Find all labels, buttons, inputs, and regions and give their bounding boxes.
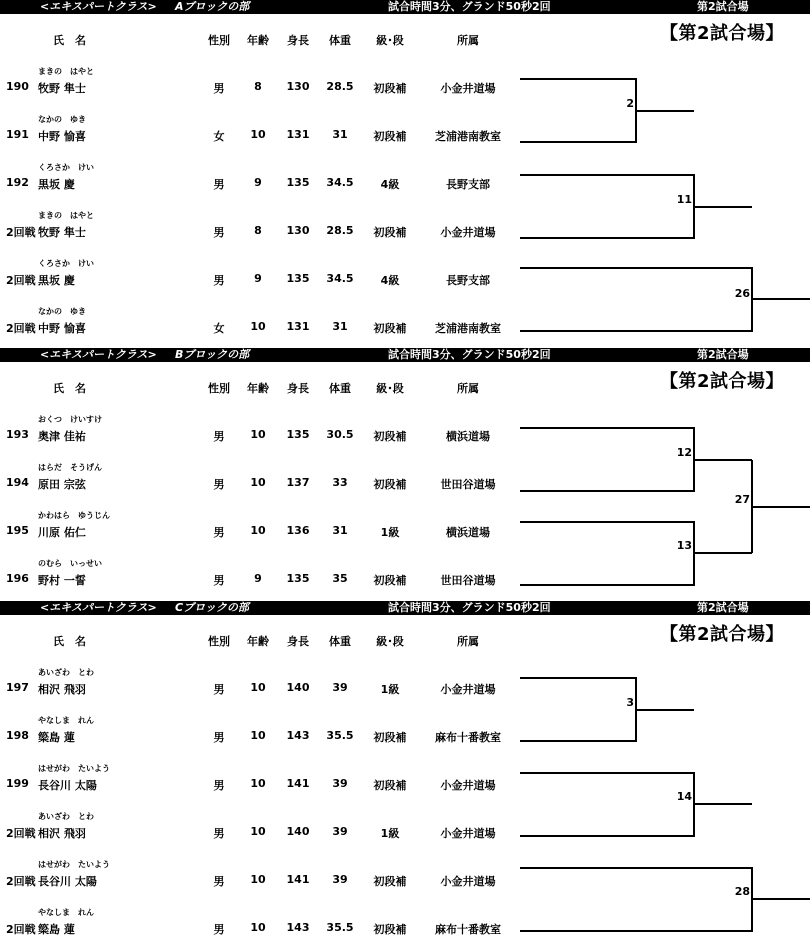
match-line — [752, 460, 810, 553]
header-name: 氏 名 — [53, 635, 86, 648]
competitor-sex: 男 — [213, 779, 225, 792]
header-sex: 性別 — [208, 382, 230, 395]
competitor-height: 141 — [286, 873, 310, 886]
competitor-age: 10 — [250, 476, 266, 489]
name-reading: なかの ゆき — [38, 115, 86, 124]
competitor-age: 9 — [254, 272, 262, 285]
competitor-weight: 30.5 — [326, 428, 354, 441]
competitor-sex: 男 — [213, 731, 225, 744]
entry-number: 2回戦 — [6, 274, 36, 287]
block-label: Bブロックの部 — [175, 348, 250, 361]
name-reading: あいざわ とわ — [38, 668, 94, 677]
venue-label: 【第2試合場】 — [660, 624, 785, 645]
competitor-name: 相沢 飛羽 — [38, 683, 86, 696]
competitor-rank: 初段補 — [373, 226, 407, 239]
competitor-rank: 1級 — [380, 683, 400, 696]
competitor-weight: 33 — [332, 476, 348, 489]
entry-number: 195 — [6, 524, 29, 537]
competitor-age: 10 — [250, 128, 266, 141]
competitor-age: 10 — [250, 729, 266, 742]
class-label: <エキスパートクラス> — [40, 348, 157, 361]
entry-number: 194 — [6, 476, 29, 489]
competitor-affiliation: 小金井道場 — [440, 226, 496, 239]
competitor-height: 135 — [286, 572, 310, 585]
name-reading: やなしま れん — [38, 908, 94, 917]
header-name: 氏 名 — [53, 382, 86, 395]
competitor-affiliation: 芝浦港南教室 — [435, 322, 501, 335]
competitor-affiliation: 小金井道場 — [440, 827, 496, 840]
competitor-weight: 39 — [332, 873, 348, 886]
competitor-weight: 31 — [332, 128, 348, 141]
competitor-affiliation: 麻布十番教室 — [435, 923, 501, 936]
entry-number: 2回戦 — [6, 827, 36, 840]
entry-number: 198 — [6, 729, 29, 742]
competitor-sex: 男 — [213, 683, 225, 696]
match-number: 3 — [626, 696, 634, 709]
competitor-rank: 初段補 — [373, 779, 407, 792]
competitor-age: 10 — [250, 320, 266, 333]
entry-number: 191 — [6, 128, 29, 141]
competitor-weight: 28.5 — [326, 224, 354, 237]
match-line — [520, 868, 810, 931]
competitor-sex: 男 — [213, 923, 225, 936]
competitor-height: 140 — [286, 681, 310, 694]
competitor-affiliation: 小金井道場 — [440, 875, 496, 888]
competitor-age: 10 — [250, 428, 266, 441]
competitor-sex: 男 — [213, 875, 225, 888]
competitor-height: 135 — [286, 272, 310, 285]
match-number: 14 — [676, 790, 692, 803]
competitor-sex: 女 — [213, 130, 225, 143]
match-line — [520, 678, 694, 741]
competitor-age: 9 — [254, 176, 262, 189]
competitor-weight: 35 — [332, 572, 348, 585]
name-reading: はらだ そうげん — [38, 463, 102, 472]
competitor-rank: 初段補 — [373, 430, 407, 443]
competitor-height: 143 — [286, 729, 310, 742]
competitor-age: 8 — [254, 224, 262, 237]
competitor-age: 9 — [254, 572, 262, 585]
header-affiliation: 所属 — [457, 382, 479, 395]
competitor-sex: 男 — [213, 526, 225, 539]
entry-number: 2回戦 — [6, 322, 36, 335]
competitor-affiliation: 長野支部 — [446, 274, 490, 287]
match-number: 28 — [734, 885, 750, 898]
competitor-name: 相沢 飛羽 — [38, 827, 86, 840]
competitor-height: 136 — [286, 524, 310, 537]
competitor-name: 野村 一誓 — [38, 574, 86, 587]
competitor-affiliation: 小金井道場 — [440, 779, 496, 792]
entry-number: 192 — [6, 176, 29, 189]
name-reading: あいざわ とわ — [38, 812, 94, 821]
competitor-rank: 初段補 — [373, 478, 407, 491]
venue-small-label: 第2試合場 — [697, 0, 749, 13]
match-line — [520, 428, 752, 491]
competitor-rank: 初段補 — [373, 82, 407, 95]
competitor-affiliation: 芝浦港南教室 — [435, 130, 501, 143]
entry-number: 190 — [6, 80, 29, 93]
competitor-height: 137 — [286, 476, 310, 489]
header-height: 身長 — [287, 34, 309, 47]
competitor-age: 10 — [250, 777, 266, 790]
competitor-age: 10 — [250, 825, 266, 838]
competitor-weight: 34.5 — [326, 272, 354, 285]
competitor-age: 10 — [250, 921, 266, 934]
competitor-rank: 初段補 — [373, 322, 407, 335]
block-label: Aブロックの部 — [175, 0, 250, 13]
competitor-name: 長谷川 太陽 — [38, 875, 97, 888]
competitor-rank: 初段補 — [373, 875, 407, 888]
competitor-height: 130 — [286, 80, 310, 93]
class-label: <エキスパートクラス> — [40, 0, 157, 13]
header-rank: 級･段 — [376, 382, 404, 395]
competitor-weight: 28.5 — [326, 80, 354, 93]
competitor-sex: 男 — [213, 226, 225, 239]
competitor-height: 143 — [286, 921, 310, 934]
competitor-rank: 1級 — [380, 526, 400, 539]
competitor-sex: 男 — [213, 274, 225, 287]
competitor-height: 141 — [286, 777, 310, 790]
competitor-sex: 男 — [213, 430, 225, 443]
competitor-affiliation: 長野支部 — [446, 178, 490, 191]
competitor-rank: 4級 — [380, 178, 400, 191]
name-reading: やなしま れん — [38, 716, 94, 725]
header-affiliation: 所属 — [457, 635, 479, 648]
name-reading: くろさか けい — [38, 259, 94, 268]
header-weight: 体重 — [329, 635, 351, 648]
name-reading: なかの ゆき — [38, 307, 86, 316]
header-sex: 性別 — [208, 635, 230, 648]
competitor-height: 140 — [286, 825, 310, 838]
competitor-rank: 初段補 — [373, 130, 407, 143]
entry-number: 197 — [6, 681, 29, 694]
header-height: 身長 — [287, 635, 309, 648]
entry-number: 2回戦 — [6, 875, 36, 888]
competitor-age: 10 — [250, 873, 266, 886]
match-number: 11 — [676, 193, 692, 206]
competitor-affiliation: 横浜道場 — [446, 526, 490, 539]
entry-number: 2回戦 — [6, 226, 36, 239]
competitor-weight: 31 — [332, 524, 348, 537]
competitor-sex: 男 — [213, 82, 225, 95]
venue-small-label: 第2試合場 — [697, 348, 749, 361]
competitor-weight: 39 — [332, 681, 348, 694]
competitor-age: 10 — [250, 524, 266, 537]
header-age: 年齢 — [247, 382, 269, 395]
competitor-name: 黒坂 慶 — [38, 274, 75, 287]
match-line — [520, 79, 694, 142]
name-reading: かわはら ゆうじん — [38, 511, 110, 520]
competitor-affiliation: 小金井道場 — [440, 683, 496, 696]
match-number: 12 — [676, 446, 692, 459]
competitor-rank: 初段補 — [373, 923, 407, 936]
match-number: 13 — [676, 539, 692, 552]
match-line — [520, 522, 752, 585]
entry-number: 193 — [6, 428, 29, 441]
competitor-weight: 39 — [332, 825, 348, 838]
competitor-name: 原田 宗弦 — [38, 478, 86, 491]
competitor-height: 130 — [286, 224, 310, 237]
competitor-rank: 初段補 — [373, 574, 407, 587]
competitor-name: 中野 愉喜 — [38, 322, 86, 335]
competitor-name: 奥津 佳祐 — [38, 430, 86, 443]
competitor-sex: 男 — [213, 478, 225, 491]
competitor-rank: 4級 — [380, 274, 400, 287]
class-label: <エキスパートクラス> — [40, 601, 157, 614]
header-weight: 体重 — [329, 34, 351, 47]
competitor-age: 8 — [254, 80, 262, 93]
time-rule: 試合時間3分、グランド50秒2回 — [388, 601, 551, 614]
competitor-weight: 35.5 — [326, 729, 354, 742]
block-label: Cブロックの部 — [175, 601, 249, 614]
competitor-rank: 1級 — [380, 827, 400, 840]
name-reading: はせがわ たいよう — [38, 764, 110, 773]
competitor-name: 牧野 隼士 — [38, 82, 86, 95]
name-reading: のむら いっせい — [38, 559, 102, 568]
competitor-name: 黒坂 慶 — [38, 178, 75, 191]
entry-number: 199 — [6, 777, 29, 790]
header-rank: 級･段 — [376, 34, 404, 47]
competitor-sex: 男 — [213, 574, 225, 587]
match-line — [520, 268, 810, 331]
competitor-name: 中野 愉喜 — [38, 130, 86, 143]
name-reading: はせがわ たいよう — [38, 860, 110, 869]
competitor-name: 牧野 隼士 — [38, 226, 86, 239]
entry-number: 196 — [6, 572, 29, 585]
match-number: 2 — [626, 97, 634, 110]
competitor-affiliation: 世田谷道場 — [440, 478, 496, 491]
header-height: 身長 — [287, 382, 309, 395]
header-weight: 体重 — [329, 382, 351, 395]
competitor-height: 135 — [286, 176, 310, 189]
header-age: 年齢 — [247, 635, 269, 648]
competitor-height: 131 — [286, 320, 310, 333]
competitor-rank: 初段補 — [373, 731, 407, 744]
header-affiliation: 所属 — [457, 34, 479, 47]
competitor-weight: 35.5 — [326, 921, 354, 934]
name-reading: まきの はやと — [38, 211, 94, 220]
match-number: 26 — [734, 287, 750, 300]
competitor-weight: 31 — [332, 320, 348, 333]
competitor-affiliation: 麻布十番教室 — [435, 731, 501, 744]
competitor-name: 簗島 蓮 — [38, 923, 75, 936]
competitor-sex: 男 — [213, 178, 225, 191]
competitor-affiliation: 小金井道場 — [440, 82, 496, 95]
venue-label: 【第2試合場】 — [660, 371, 785, 392]
name-reading: まきの はやと — [38, 67, 94, 76]
entry-number: 2回戦 — [6, 923, 36, 936]
competitor-name: 長谷川 太陽 — [38, 779, 97, 792]
competitor-sex: 女 — [213, 322, 225, 335]
name-reading: くろさか けい — [38, 163, 94, 172]
time-rule: 試合時間3分、グランド50秒2回 — [388, 348, 551, 361]
header-name: 氏 名 — [53, 34, 86, 47]
competitor-weight: 39 — [332, 777, 348, 790]
competitor-name: 簗島 蓮 — [38, 731, 75, 744]
competitor-affiliation: 世田谷道場 — [440, 574, 496, 587]
match-line — [520, 773, 752, 836]
header-sex: 性別 — [208, 34, 230, 47]
venue-label: 【第2試合場】 — [660, 23, 785, 44]
competitor-height: 135 — [286, 428, 310, 441]
competitor-sex: 男 — [213, 827, 225, 840]
competitor-name: 川原 佑仁 — [38, 526, 86, 539]
match-number: 27 — [734, 493, 750, 506]
venue-small-label: 第2試合場 — [697, 601, 749, 614]
name-reading: おくつ けいすけ — [38, 415, 102, 424]
competitor-age: 10 — [250, 681, 266, 694]
competitor-weight: 34.5 — [326, 176, 354, 189]
competitor-affiliation: 横浜道場 — [446, 430, 490, 443]
time-rule: 試合時間3分、グランド50秒2回 — [388, 0, 551, 13]
match-line — [520, 175, 752, 238]
competitor-height: 131 — [286, 128, 310, 141]
header-age: 年齢 — [247, 34, 269, 47]
header-rank: 級･段 — [376, 635, 404, 648]
